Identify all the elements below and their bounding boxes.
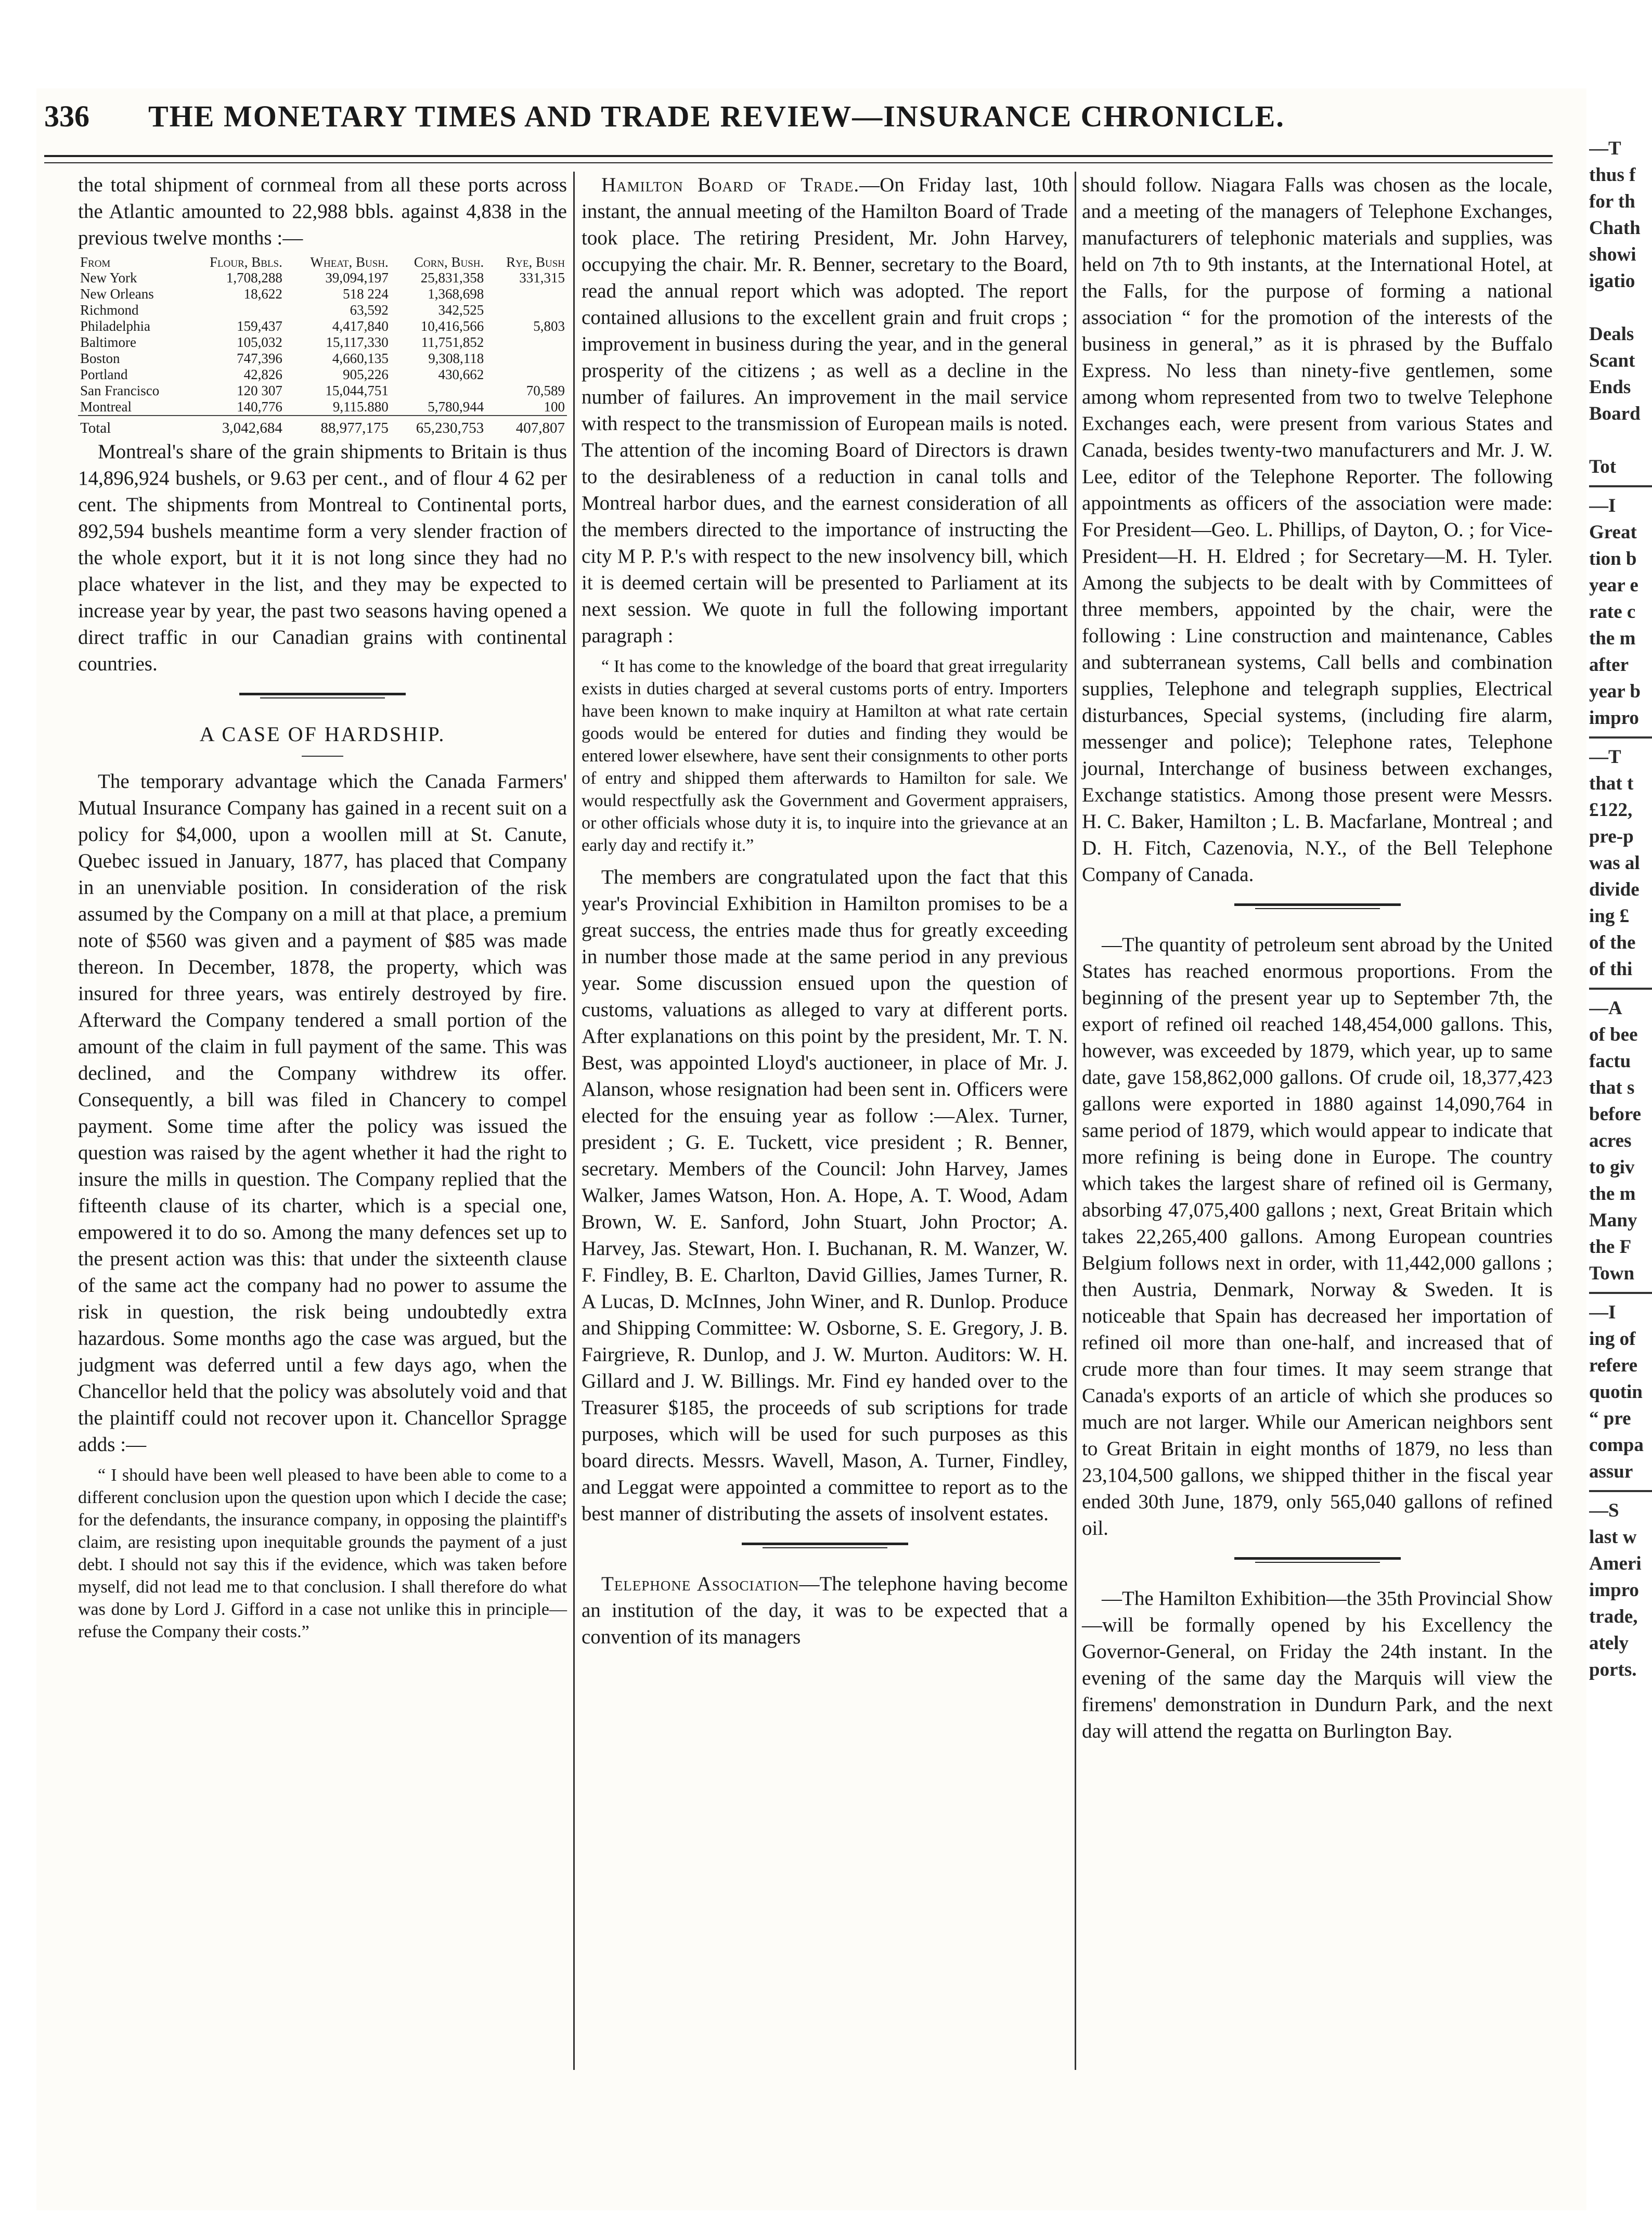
- port-cell: Richmond: [80, 302, 139, 318]
- fragment-line: before: [1589, 1104, 1641, 1125]
- value-cell: 342,525: [438, 302, 484, 318]
- fragment-line: “ pre: [1589, 1408, 1631, 1429]
- cornmeal-intro: the total shipment of cornmeal from all these ports across the Atlantic amounted to 22,988 bbls. against 4,838 in the previous twelve months :—: [78, 174, 567, 249]
- value-cell: 1,368,698: [428, 286, 484, 302]
- fragment-line: impro: [1589, 1579, 1639, 1601]
- value-cell: 120 307: [237, 383, 282, 398]
- fragment-line: of bee: [1589, 1024, 1638, 1045]
- fragment-line: divide: [1589, 879, 1640, 900]
- column-header: Corn, Bush.: [414, 254, 484, 270]
- fragment-line: Board: [1589, 403, 1641, 424]
- fragment-line: Many: [1589, 1210, 1637, 1231]
- fragment-line: Scant: [1589, 350, 1635, 371]
- fragment-spacer: [1589, 427, 1652, 454]
- value-cell: 63,592: [350, 302, 389, 318]
- table-row: [78, 367, 567, 383]
- telephone-text: —The telephone having become an institution of the day, it was to be expected that a convention of its managers: [582, 1573, 1068, 1648]
- value-cell: [486, 351, 567, 367]
- port-cell: New Orleans: [80, 286, 154, 302]
- value-cell: 18,622: [243, 286, 282, 302]
- fragment-line: ing £: [1589, 905, 1630, 927]
- value-cell: 905,226: [343, 367, 389, 382]
- column-divider: [573, 172, 575, 2070]
- fragment-line: Tot: [1589, 456, 1617, 477]
- table-row: [78, 334, 567, 351]
- montreal-share-paragraph: Montreal's share of the grain shipments to Britain is thus 14,896,924 bushels, or 9.63 per cent., and of flour 4 62 per cent. The shipments from Montreal to Continental ports, 892,594 bushels meantime form a very slender fraction of the whole export, but it it is not long since they had no place whatever in the list, and they may be expected to increase year by year, the past two seasons having opened a direct traffic in our Canadian grains with continental countries.: [78, 441, 567, 675]
- adjacent-page-fragment: [1589, 135, 1652, 2164]
- total-value: 407,807: [486, 416, 567, 436]
- table-row: [78, 399, 567, 416]
- value-cell: 1,708,288: [226, 270, 282, 286]
- value-cell: 4,660,135: [332, 351, 389, 366]
- value-cell: 100: [544, 399, 565, 415]
- fragment-line: —S: [1589, 1500, 1619, 1521]
- fragment-line: igatio: [1589, 270, 1635, 292]
- fragment-line: —I: [1589, 1302, 1616, 1323]
- fragment-line: —T: [1589, 746, 1621, 768]
- column-2: [582, 172, 1068, 1650]
- fragment-line: —I: [1589, 495, 1616, 516]
- value-cell: 331,315: [519, 270, 565, 286]
- fragment-line: after: [1589, 654, 1629, 676]
- fragment-line: refere: [1589, 1355, 1638, 1376]
- value-cell: 430,662: [438, 367, 484, 382]
- fragment-line: last w: [1589, 1526, 1637, 1548]
- fragment-line: compa: [1589, 1434, 1644, 1456]
- fragment-line: that t: [1589, 773, 1634, 794]
- table-row: [78, 318, 567, 334]
- column-header: From: [80, 254, 111, 270]
- port-cell: San Francisco: [80, 383, 160, 398]
- fragment-line: quotin: [1589, 1381, 1643, 1403]
- column-header: Flour, Bbls.: [210, 254, 282, 270]
- value-cell: [486, 334, 567, 351]
- port-cell: Portland: [80, 367, 128, 382]
- value-cell: 140,776: [237, 399, 282, 415]
- hardship-body: The temporary advantage which the Canada Farmers' Mutual Insurance Company has gained in a recent suit on a policy for $4,000, upon a woollen mill at St. Canute, Quebec issued in January, 1877, has placed that Company in an unenviable position. In consideration of the risk assumed by the Company on a mill at that place, a premium note of $560 was given and a payment of $85 was made thereon. In December, 1878, the property, which was insured for three years, was entirely destroyed by fire. Afterward the Company tendered a small portion of the amount of the claim in full payment of the same. This was declined, and the Company withdrew its offer. Consequently, a bill was filed in Chancery to compel payment. Some time after the policy was issued the question was raised by the agent whether it had the right to insure the mills in question. The Company replied that the fifteenth clause of its charter, which is a special one, empowered it to do so. Among the many defences set up to the present action was this: that under the sixteenth clause of the same act the company had no power to assume the risk in question, the risk being undoubtedly extra hazardous. Some months ago the case was argued, but the judgment was deferred until a few days ago, when the Chancellor held that the policy was absolutely void and that the plaintiff could not recover upon it. Chancellor Spragge adds :—: [78, 770, 567, 1456]
- fragment-line: was al: [1589, 852, 1640, 874]
- section-separator: [1234, 1557, 1401, 1564]
- hamilton-board-lead: Hamilton Board of Trade.: [601, 174, 860, 196]
- table-header-row: [78, 254, 567, 270]
- fragment-line: ing of: [1589, 1328, 1636, 1350]
- heading-dash: [302, 756, 343, 757]
- fragment-line: impro: [1589, 707, 1639, 729]
- value-cell: 9,115.880: [332, 399, 389, 415]
- table-row: [78, 302, 567, 318]
- total-value: 88,977,175: [285, 416, 391, 436]
- fragment-line: that s: [1589, 1077, 1635, 1098]
- page-number: 336: [44, 99, 89, 133]
- column-header: Wheat, Bush.: [310, 254, 389, 270]
- telephone-continued: should follow. Niagara Falls was chosen as the locale, and a meeting of the managers of Telephone Exchanges, manufacturers of telephonic materials and supplies, was held on 7th to 9th instants, at the International Hotel, at the Falls, for the purpose of forming a national association “ for the promotion of the interests of the business in general,” as it is phrased by the Buffalo Express. No less than ninety-five gentlemen, some among whom represented from two to twelve Telephone Exchanges each, were present from various States and Canada, besides twenty-two manufacturers and Mr. J. W. Lee, editor of the Telephone Reporter. The following appointments as officers of the association were made: For President—Geo. L. Phillips, of Dayton, O. ; for Vice-President—H. H. Eldred ; for Secretary—M. H. Tyler. Among the subjects to be dealt with by Committees of three members, appointed by the chair, were the following : Line construction and maintenance, Cables and subterranean systems, Call bells and combination supplies, Telephone and telegraph supplies, Electrical disturbances, Special systems, (including fire alarm, messenger and police); Telephone rates, Telephone journal, Interchange of business between exchanges, Exchange statistics. Among those present were Messrs. H. C. Baker, Hamilton ; L. B. Macfarlane, Montreal ; and D. H. Fitch, Cazenovia, N.Y., of the Bell Telephone Company of Canada.: [1082, 174, 1553, 886]
- port-cell: Boston: [80, 351, 120, 366]
- fragment-line: factu: [1589, 1051, 1631, 1072]
- value-cell: 105,032: [237, 334, 282, 350]
- value-cell: 4,417,840: [332, 318, 389, 334]
- fragment-line: rate c: [1589, 601, 1636, 623]
- column-header: Rye, Bush: [506, 254, 565, 270]
- value-cell: [486, 302, 567, 318]
- fragment-line: for th: [1589, 191, 1635, 212]
- fragment-line: acres: [1589, 1130, 1632, 1151]
- fragment-line: showi: [1589, 244, 1636, 265]
- hamilton-board-text: —On Friday last, 10th instant, the annual meeting of the Hamilton Board of Trade took place. The retiring President, Mr. John Harvey, occupying the chair. Mr. R. Benner, secretary to the Board, read the annual report which was adopted. The report contained allusions to the excellent grain and fruit crops ; improvement in business during the year, and in the general prosperity of the citizens ; as well as a decline in the number of failures. An improvement in the mail service with respect to the transmission of European mails is noted. The attention of the incoming Board of Directors is drawn to the desirableness of a reduction in canal tolls and Montreal harbor dues, and the earnest consideration of all the members directed to the importance of instructing the city M P. P.'s with respect to the new insolvency bill, which it is deemed certain will be presented to Parliament at its next session. We quote in full the following important paragraph :: [582, 174, 1068, 647]
- fragment-line: Deals: [1589, 323, 1634, 345]
- section-separator: [1234, 903, 1401, 911]
- fragment-line: year e: [1589, 575, 1638, 596]
- value-cell: [391, 383, 486, 399]
- petroleum-paragraph: —The quantity of petroleum sent abroad by the United States has reached enormous proportions. From the beginning of the present year up to September 7th, the export of refined oil reached 148,454,000 gallons. This, however, was exceeded by 1879, which year, up to same date, gave 158,862,000 gallons. Of crude oil, 18,377,423 gallons were exported in 1880 against 14,090,764 in same period of 1879, which would appear to indicate that more refining is being done in Europe. The country which takes the largest share of refined oil is Germany, absorbing 47,075,400 gallons ; next, Great Britain which takes 22,265,400 gallons. Among European countries Belgium follows next in order, with 11,442,000 gallons ; then Austria, Denmark, Norway & Sweden. It is noticeable that Spain has decreased her importation of refined oil more than one-half, and increased that of crude more than four times. It may seem strange that Canada's exports of an article of which she produces so much are not larger. While our American neighbors sent to Great Britain in eight months of 1879, no less than 23,104,500 gallons, we shipped thither in the fiscal year ended 30th June, 1879, only 565,040 gallons of refined oil.: [1082, 934, 1553, 1539]
- fragment-spacer: [1589, 1490, 1652, 1492]
- total-row: [78, 416, 567, 436]
- value-cell: 15,044,751: [325, 383, 389, 398]
- page-header: [44, 99, 1553, 146]
- fragment-line: Great: [1589, 522, 1637, 543]
- fragment-line: year b: [1589, 681, 1641, 702]
- header-rule: [44, 155, 1553, 163]
- fragment-line: pre-p: [1589, 826, 1634, 847]
- publication-title: THE MONETARY TIMES AND TRADE REVIEW—INSURANCE CHRONICLE.: [148, 99, 1285, 133]
- port-cell: Montreal: [80, 399, 132, 415]
- table-row: [78, 383, 567, 399]
- total-value: 3,042,684: [185, 416, 284, 436]
- grain-shipments-table: [78, 254, 567, 436]
- value-cell: 9,308,118: [428, 351, 484, 366]
- value-cell: 42,826: [243, 367, 282, 382]
- board-quote: “ It has come to the knowledge of the board that great irregularity exists in duties charged at several customs ports of entry. Importers have been known to make inquiry at Hamilton at what rate certain goods would be entered for duties and finding they would be entered lower elsewhere, have sent their consignments to other ports of entry and shipped them afterwards to Hamilton for sale. We would respectfully ask the Government and Goverment appraisers, or other officials whose duty it is, to inquire into the grievance at an early day and rectify it.”: [582, 657, 1068, 855]
- section-separator: [742, 1543, 908, 1550]
- fragment-line: Ameri: [1589, 1553, 1642, 1574]
- fragment-line: trade,: [1589, 1606, 1638, 1627]
- fragment-line: ports.: [1589, 1659, 1637, 1680]
- value-cell: 5,803: [533, 318, 565, 334]
- value-cell: 159,437: [237, 318, 282, 334]
- fragment-spacer: [1589, 736, 1652, 739]
- fragment-spacer: [1589, 294, 1652, 321]
- fragment-line: Town: [1589, 1263, 1635, 1284]
- fragment-spacer: [1589, 988, 1652, 990]
- value-cell: 747,396: [237, 351, 282, 366]
- value-cell: [486, 367, 567, 383]
- value-cell: [486, 286, 567, 302]
- fragment-line: of the: [1589, 932, 1636, 953]
- table-row: [78, 286, 567, 302]
- port-cell: Philadelphia: [80, 318, 150, 334]
- fragment-line: the m: [1589, 628, 1636, 649]
- value-cell: 11,751,852: [421, 334, 484, 350]
- value-cell: 5,780,944: [428, 399, 484, 415]
- telephone-lead: Telephone Association: [601, 1573, 799, 1595]
- fragment-line: of thi: [1589, 959, 1633, 980]
- column-divider: [1075, 172, 1076, 2070]
- value-cell: 518 224: [343, 286, 389, 302]
- fragment-spacer: [1589, 1292, 1652, 1294]
- telephone-paragraph: [582, 1571, 1068, 1650]
- fragment-line: £122,: [1589, 799, 1633, 821]
- value-cell: 10,416,566: [420, 318, 484, 334]
- fragment-line: thus f: [1589, 164, 1636, 186]
- chancellor-quote: “ I should have been well pleased to have been able to come to a different conclusion upon the question upon which I decide the case; for the defendants, the insurance company, in opposing the plaintiff's claim, are resisting upon inequitable grounds the payment of a just debt. I should not say this if the evidence, which was taken before myself, did not lead me to that conclusion. I shall therefore do what was done by Lord J. Gifford in a case not unlike this in principle— refuse the Company their costs.”: [78, 1466, 567, 1641]
- table-row: [78, 270, 567, 286]
- fragment-line: assur: [1589, 1461, 1633, 1482]
- value-cell: 39,094,197: [325, 270, 389, 286]
- hamilton-board-continued: The members are congratulated upon the fact that this year's Provincial Exhibition in Hamilton promises to be a great success, the entries made thus for greatly exceeding in number those made at the same period in any previous year. Some discussion ensued upon the question of customs, valuations as alleged to vary at different ports. After explanations on this point by the president, Mr. T. N. Best, was appointed Lloyd's auctioneer, in place of Mr. J. Alanson, whose resignation had been sent in. Officers were elected for the ensuing year as follow :—Alex. Turner, president ; G. E. Tuckett, vice president ; R. Benner, secretary. Members of the Council: John Harvey, James Walker, James Watson, Hon. A. Hope, A. T. Wood, Adam Brown, W. E. Sanford, John Stuart, John Proctor; A. Harvey, Jas. Stewart, Hon. I. Buchanan, R. M. Wanzer, W. F. Findley, B. E. Charlton, David Gillies, James Turner, R. A Lucas, D. McInnes, John Winer, and R. Dunlop. Produce and Shipping Committee: W. Osborne, S. E. Gregory, J. B. Fairgrieve, R. Dunlop, and J. W. Murton. Auditors: W. H. Gillard and J. W. Billings. Mr. Find ey handed over to the Treasurer $185, the proceeds of sub scriptions for trade purposes, which will be used for such purposes as this board directs. Messrs. Wavell, Mason, A. Turner, Findley, and Leggat were appointed a committee to report as to the best manner of distributing the assets of insolvent estates.: [582, 866, 1068, 1525]
- value-cell: 15,117,330: [326, 334, 389, 350]
- port-cell: New York: [80, 270, 137, 286]
- fragment-line: to giv: [1589, 1157, 1635, 1178]
- port-cell: Baltimore: [80, 334, 136, 350]
- fragment-line: —A: [1589, 998, 1622, 1019]
- exhibition-paragraph: —The Hamilton Exhibition—the 35th Provincial Show—will be formally opened by his Excellency the Governor-General, on Friday the 24th instant. In the evening of the same day the Marquis will view the firemens' demonstration in Dundurn Park, and the next day will attend the regatta on Burlington Bay.: [1082, 1587, 1553, 1742]
- value-cell: 25,831,358: [420, 270, 484, 286]
- hardship-heading: A CASE OF HARDSHIP.: [199, 722, 446, 746]
- table-row: [78, 351, 567, 367]
- fragment-line: the F: [1589, 1236, 1632, 1258]
- total-value: 65,230,753: [391, 416, 486, 436]
- fragment-line: tion b: [1589, 548, 1637, 569]
- fragment-line: Ends: [1589, 377, 1631, 398]
- value-cell: [185, 302, 284, 318]
- fragment-line: the m: [1589, 1183, 1636, 1205]
- column-3: [1082, 172, 1553, 1744]
- hamilton-board-paragraph: [582, 172, 1068, 649]
- fragment-line: —T: [1589, 138, 1621, 159]
- fragment-spacer: [1589, 485, 1652, 487]
- total-label: Total: [78, 416, 185, 436]
- section-separator: [239, 693, 406, 700]
- fragment-line: Chath: [1589, 217, 1641, 239]
- fragment-line: ately: [1589, 1633, 1629, 1654]
- value-cell: 70,589: [526, 383, 565, 398]
- column-1: [78, 172, 567, 1650]
